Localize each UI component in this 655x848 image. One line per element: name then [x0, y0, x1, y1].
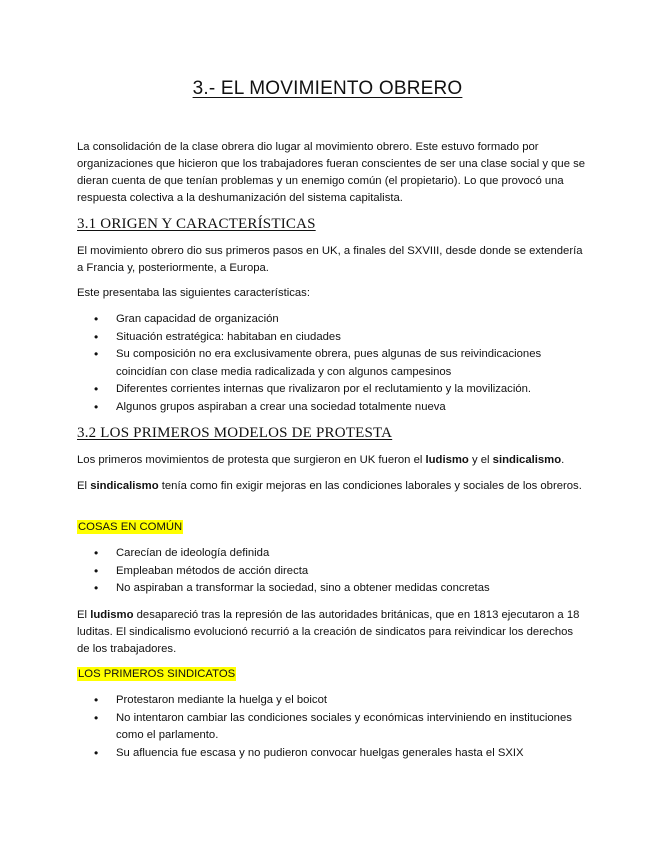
list-item: • Empleaban métodos de acción directa [77, 563, 587, 581]
list-item: • Gran capacidad de organización [77, 311, 587, 329]
list-item: • Diferentes corrientes internas que rivalizaron por el reclutamiento y la movilización. [77, 381, 587, 399]
cosas-en-comun-list [77, 545, 587, 598]
list-item: • Situación estratégica: habitaban en ciudades [77, 329, 587, 347]
list-item: • No aspiraban a transformar la sociedad, sino a obtener medidas concretas [77, 580, 587, 598]
intro-paragraph: La consolidación de la clase obrera dio lugar al movimiento obrero. Este estuvo formado por organizaciones que hicieron que los trabajadores fueran conscientes de ser una clase social y que se dieran cuenta de que tenían problemas y un enemigo común (el propietario). Lo que provocó una respuesta colectiva a la deshumanización del sistema capitalista. [77, 141, 586, 204]
caracteristicas-intro: Este presentaba las siguientes características: [77, 287, 310, 299]
origen-paragraph: El movimiento obrero dio sus primeros pasos en UK, a finales del SXVIII, desde donde se extendería a Francia y, posteriormente, a Europa. [77, 245, 583, 274]
highlight-label-primeros-sindicatos: LOS PRIMEROS SINDICATOS [78, 668, 236, 680]
section-heading-protesta: 3.2 LOS PRIMEROS MODELOS DE PROTESTA [77, 425, 393, 441]
list-item: • Algunos grupos aspiraban a crear una sociedad totalmente nueva [77, 399, 587, 417]
list-item: • No intentaron cambiar las condiciones sociales y económicas interviniendo en instituciones como el parlamento. [77, 710, 587, 745]
highlight-label-cosas-en-comun: COSAS EN COMÚN [78, 521, 183, 533]
primeros-sindicatos-list [77, 692, 587, 762]
list-item: • Su composición no era exclusivamente obrera, pues algunas de sus reivindicaciones coincidían con clase media radicalizada y con algunos campesinos [77, 346, 587, 381]
sindicalismo-paragraph: El sindicalismo tenía como fin exigir mejoras en las condiciones laborales y sociales de los obreros. [77, 480, 582, 492]
section-heading-origen: 3.1 ORIGEN Y CARACTERÍSTICAS [77, 216, 316, 232]
ludismo-paragraph: El ludismo desapareció tras la represión de las autoridades británicas, que en 1813 ejecutaron a 18 luditas. El sindicalismo evolucionó recurrió a la creación de sindicatos para reivindicar los derechos de los trabajadores. [77, 609, 580, 655]
list-item: • Carecían de ideología definida [77, 545, 587, 563]
caracteristicas-list [77, 311, 587, 416]
list-item: • Protestaron mediante la huelga y el boicot [77, 692, 587, 710]
page-title: 3.- EL MOVIMIENTO OBRERO [192, 78, 463, 99]
protesta-paragraph: Los primeros movimientos de protesta que surgieron en UK fueron el ludismo y el sindicalismo. [77, 454, 565, 466]
list-item: • Su afluencia fue escasa y no pudieron convocar huelgas generales hasta el SXIX [77, 745, 587, 763]
